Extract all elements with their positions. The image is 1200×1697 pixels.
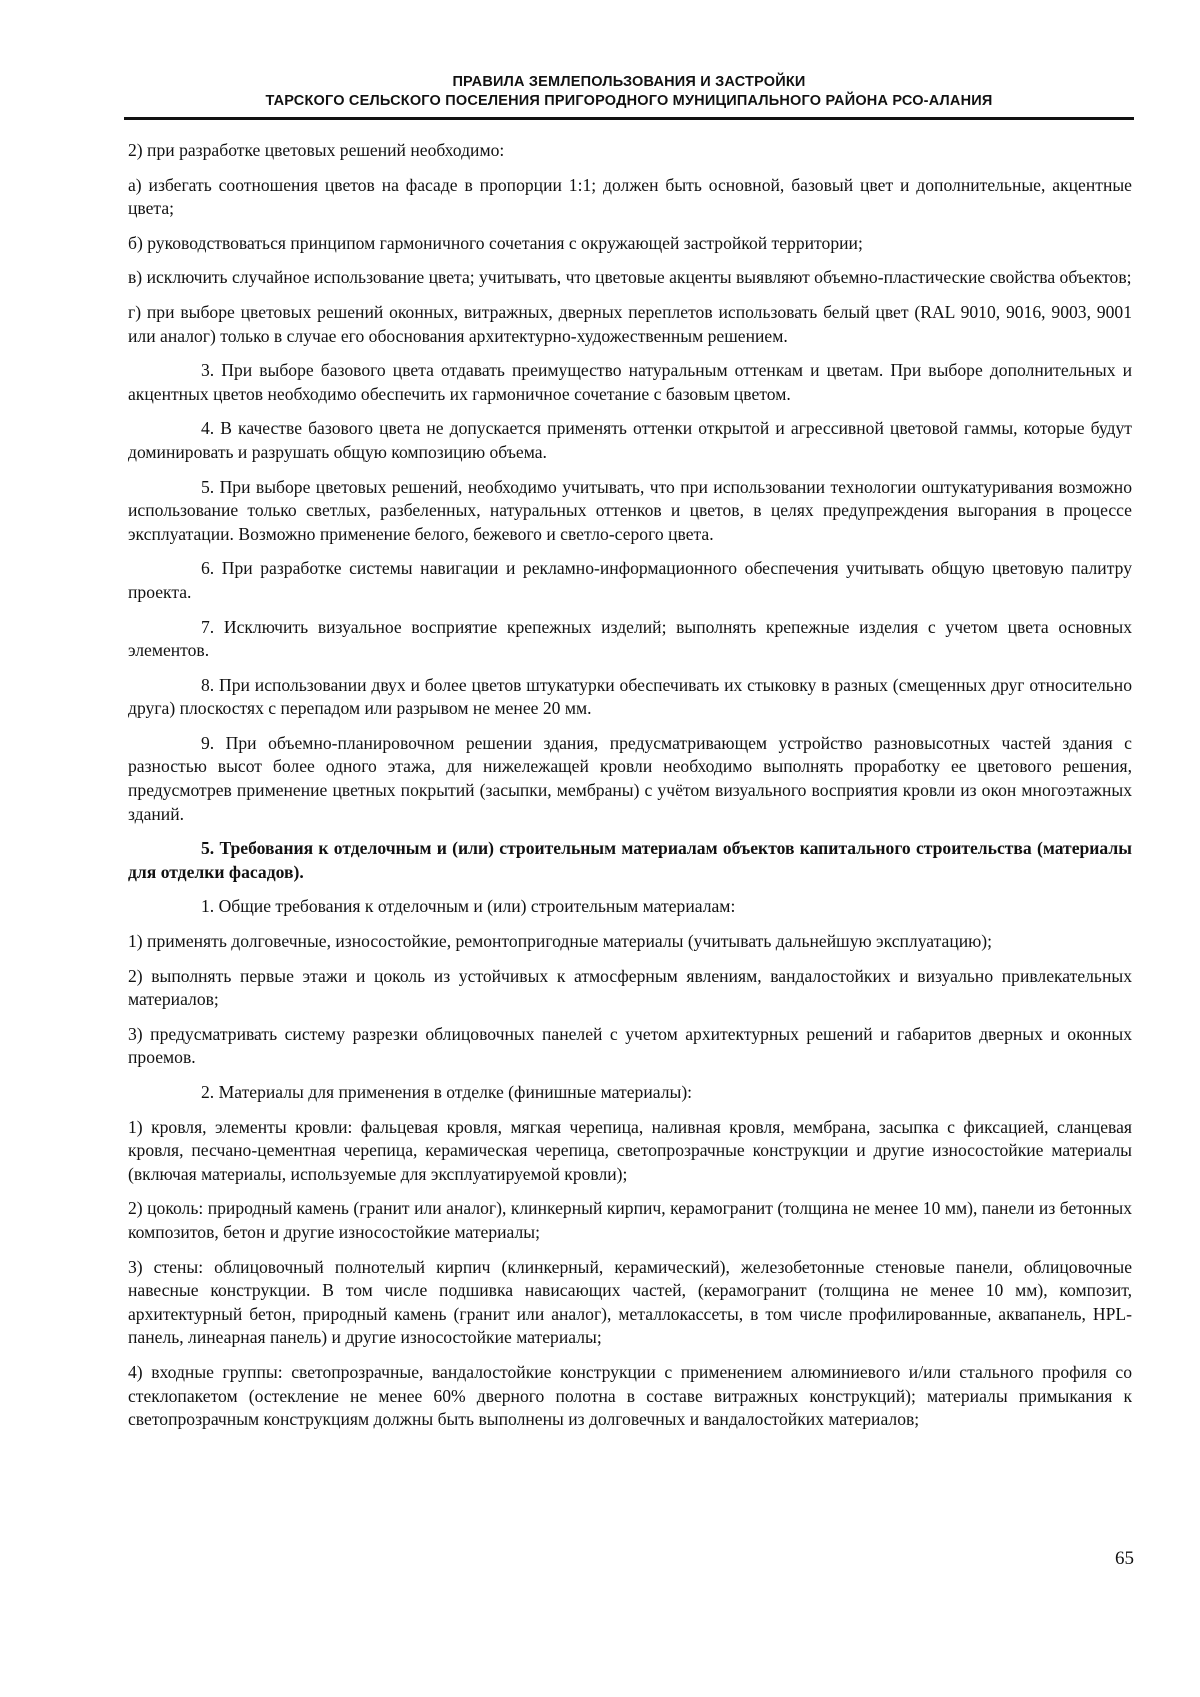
paragraph: 2) выполнять первые этажи и цоколь из устойчивых к атмосферным явлениям, вандалостойких и визуально привлекательных материалов;: [128, 965, 1132, 1010]
paragraph: 3) стены: облицовочный полнотелый кирпич (клинкерный, керамический), железобетонные стеновые панели, облицовочные навесные конструкции. В том числе подшивка нависающих частей, (керамогранит (толщина не менее 10 мм), композит, архитектурный бетон, природный камень (гранит или аналог), металлокассеты, в том числе профилированные, аквапанель, HPL-панель, линеарная панель) и другие износостойкие материалы;: [128, 1256, 1132, 1348]
section-heading: 5. Требования к отделочным и (или) строительным материалам объектов капитального строительства (материалы для отделки фасадов).: [128, 838, 1132, 882]
paragraph: б) руководствоваться принципом гармоничного сочетания с окружающей застройкой территории;: [128, 232, 863, 253]
paragraph: 2) цоколь: природный камень (гранит или аналог), клинкерный кирпич, керамогранит (толщина не менее 10 мм), панели из бетонных композитов, бетон и другие износостойкие материалы;: [128, 1198, 1132, 1242]
header-rule: [124, 117, 1134, 120]
paragraph: 7. Исключить визуальное восприятие крепежных изделий; выполнять крепежные изделия с учетом цвета основных элементов.: [128, 616, 1132, 661]
paragraph: 2) при разработке цветовых решений необходимо:: [128, 140, 505, 160]
header-line-2: ТАРСКОГО СЕЛЬСКОГО ПОСЕЛЕНИЯ ПРИГОРОДНОГО МУНИЦИПАЛЬНОГО РАЙОНА РСО-АЛАНИЯ: [265, 93, 993, 109]
page-number: 65: [1115, 1548, 1134, 1569]
paragraph: 1) применять долговечные, износостойкие, ремонтопригодные материалы (учитывать дальнейшую эксплуатацию);: [128, 931, 993, 952]
paragraph: 8. При использовании двух и более цветов штукатурки обеспечивать их стыковку в разных (смещенных друг относительно друга) плоскостях с перепадом или разрывом не менее 20 мм.: [128, 674, 1132, 719]
paragraph: г) при выборе цветовых решений оконных, витражных, дверных переплетов использовать белый цвет (RAL 9010, 9016, 9003, 9001 или аналог) только в случае его обоснования архитектурно-художественным решением.: [128, 301, 1132, 346]
paragraph: 9. При объемно-планировочном решении здания, предусматривающем устройство разновысотных частей здания с разностью высот более одного этажа, для нижележащей кровли необходимо выполнять проработку ее цветового решения, предусмотрев применение цветных покрытий (засыпки, мембраны) с учётом визуального восприятия кровли из окон многоэтажных зданий.: [128, 732, 1132, 824]
header-line-1: ПРАВИЛА ЗЕМЛЕПОЛЬЗОВАНИЯ И ЗАСТРОЙКИ: [452, 74, 806, 90]
paragraph: 4) входные группы: светопрозрачные, вандалостойкие конструкции с применением алюминиевого и/или стального профиля со стеклопакетом (остекление не менее 60% дверного полотна в составе витражных конструкций); материалы примыкания к светопрозрачным конструкциям должны быть выполнены из долговечных и вандалостойких материалов;: [128, 1361, 1132, 1430]
paragraph: 6. При разработке системы навигации и рекламно-информационного обеспечения учитывать общую цветовую палитру проекта.: [128, 558, 1132, 602]
paragraph: а) избегать соотношения цветов на фасаде в пропорции 1:1; должен быть основной, базовый цвет и дополнительные, акцентные цвета;: [128, 174, 1132, 219]
running-header: [124, 73, 1134, 111]
body-text: [128, 139, 1132, 1443]
paragraph: 3) предусматривать систему разрезки облицовочных панелей с учетом архитектурных решений и габаритов дверных и оконных проемов.: [128, 1023, 1132, 1068]
paragraph: 3. При выборе базового цвета отдавать преимущество натуральным оттенкам и цветам. При выборе дополнительных и акцентных цветов необходимо обеспечить их гармоничное сочетание с базовым цветом.: [128, 360, 1132, 404]
paragraph: 4. В качестве базового цвета не допускается применять оттенки открытой и агрессивной цветовой гаммы, которые будут доминировать и разрушать общую композицию объема.: [128, 418, 1132, 462]
paragraph: 1. Общие требования к отделочным и (или) строительным материалам:: [201, 896, 736, 917]
paragraph: 2. Материалы для применения в отделке (финишные материалы):: [201, 1082, 693, 1102]
paragraph: 1) кровля, элементы кровли: фальцевая кровля, мягкая черепица, наливная кровля, мембрана, засыпка с фиксацией, сланцевая кровля, песчано-цементная черепица, керамическая черепица, светопрозрачные конструкции и другие износостойкие материалы (включая материалы, используемые для эксплуатируемой кровли);: [128, 1116, 1132, 1184]
paragraph: 5. При выборе цветовых решений, необходимо учитывать, что при использовании технологии оштукатуривания возможно использование только светлых, разбеленных, натуральных оттенков и цветов, в целях предупреждения выгорания в процессе эксплуатации. Возможно применение белого, бежевого и светло-серого цвета.: [128, 476, 1132, 544]
paragraph: в) исключить случайное использование цвета; учитывать, что цветовые акценты выявляют объемно-пластические свойства объектов;: [128, 267, 1132, 288]
